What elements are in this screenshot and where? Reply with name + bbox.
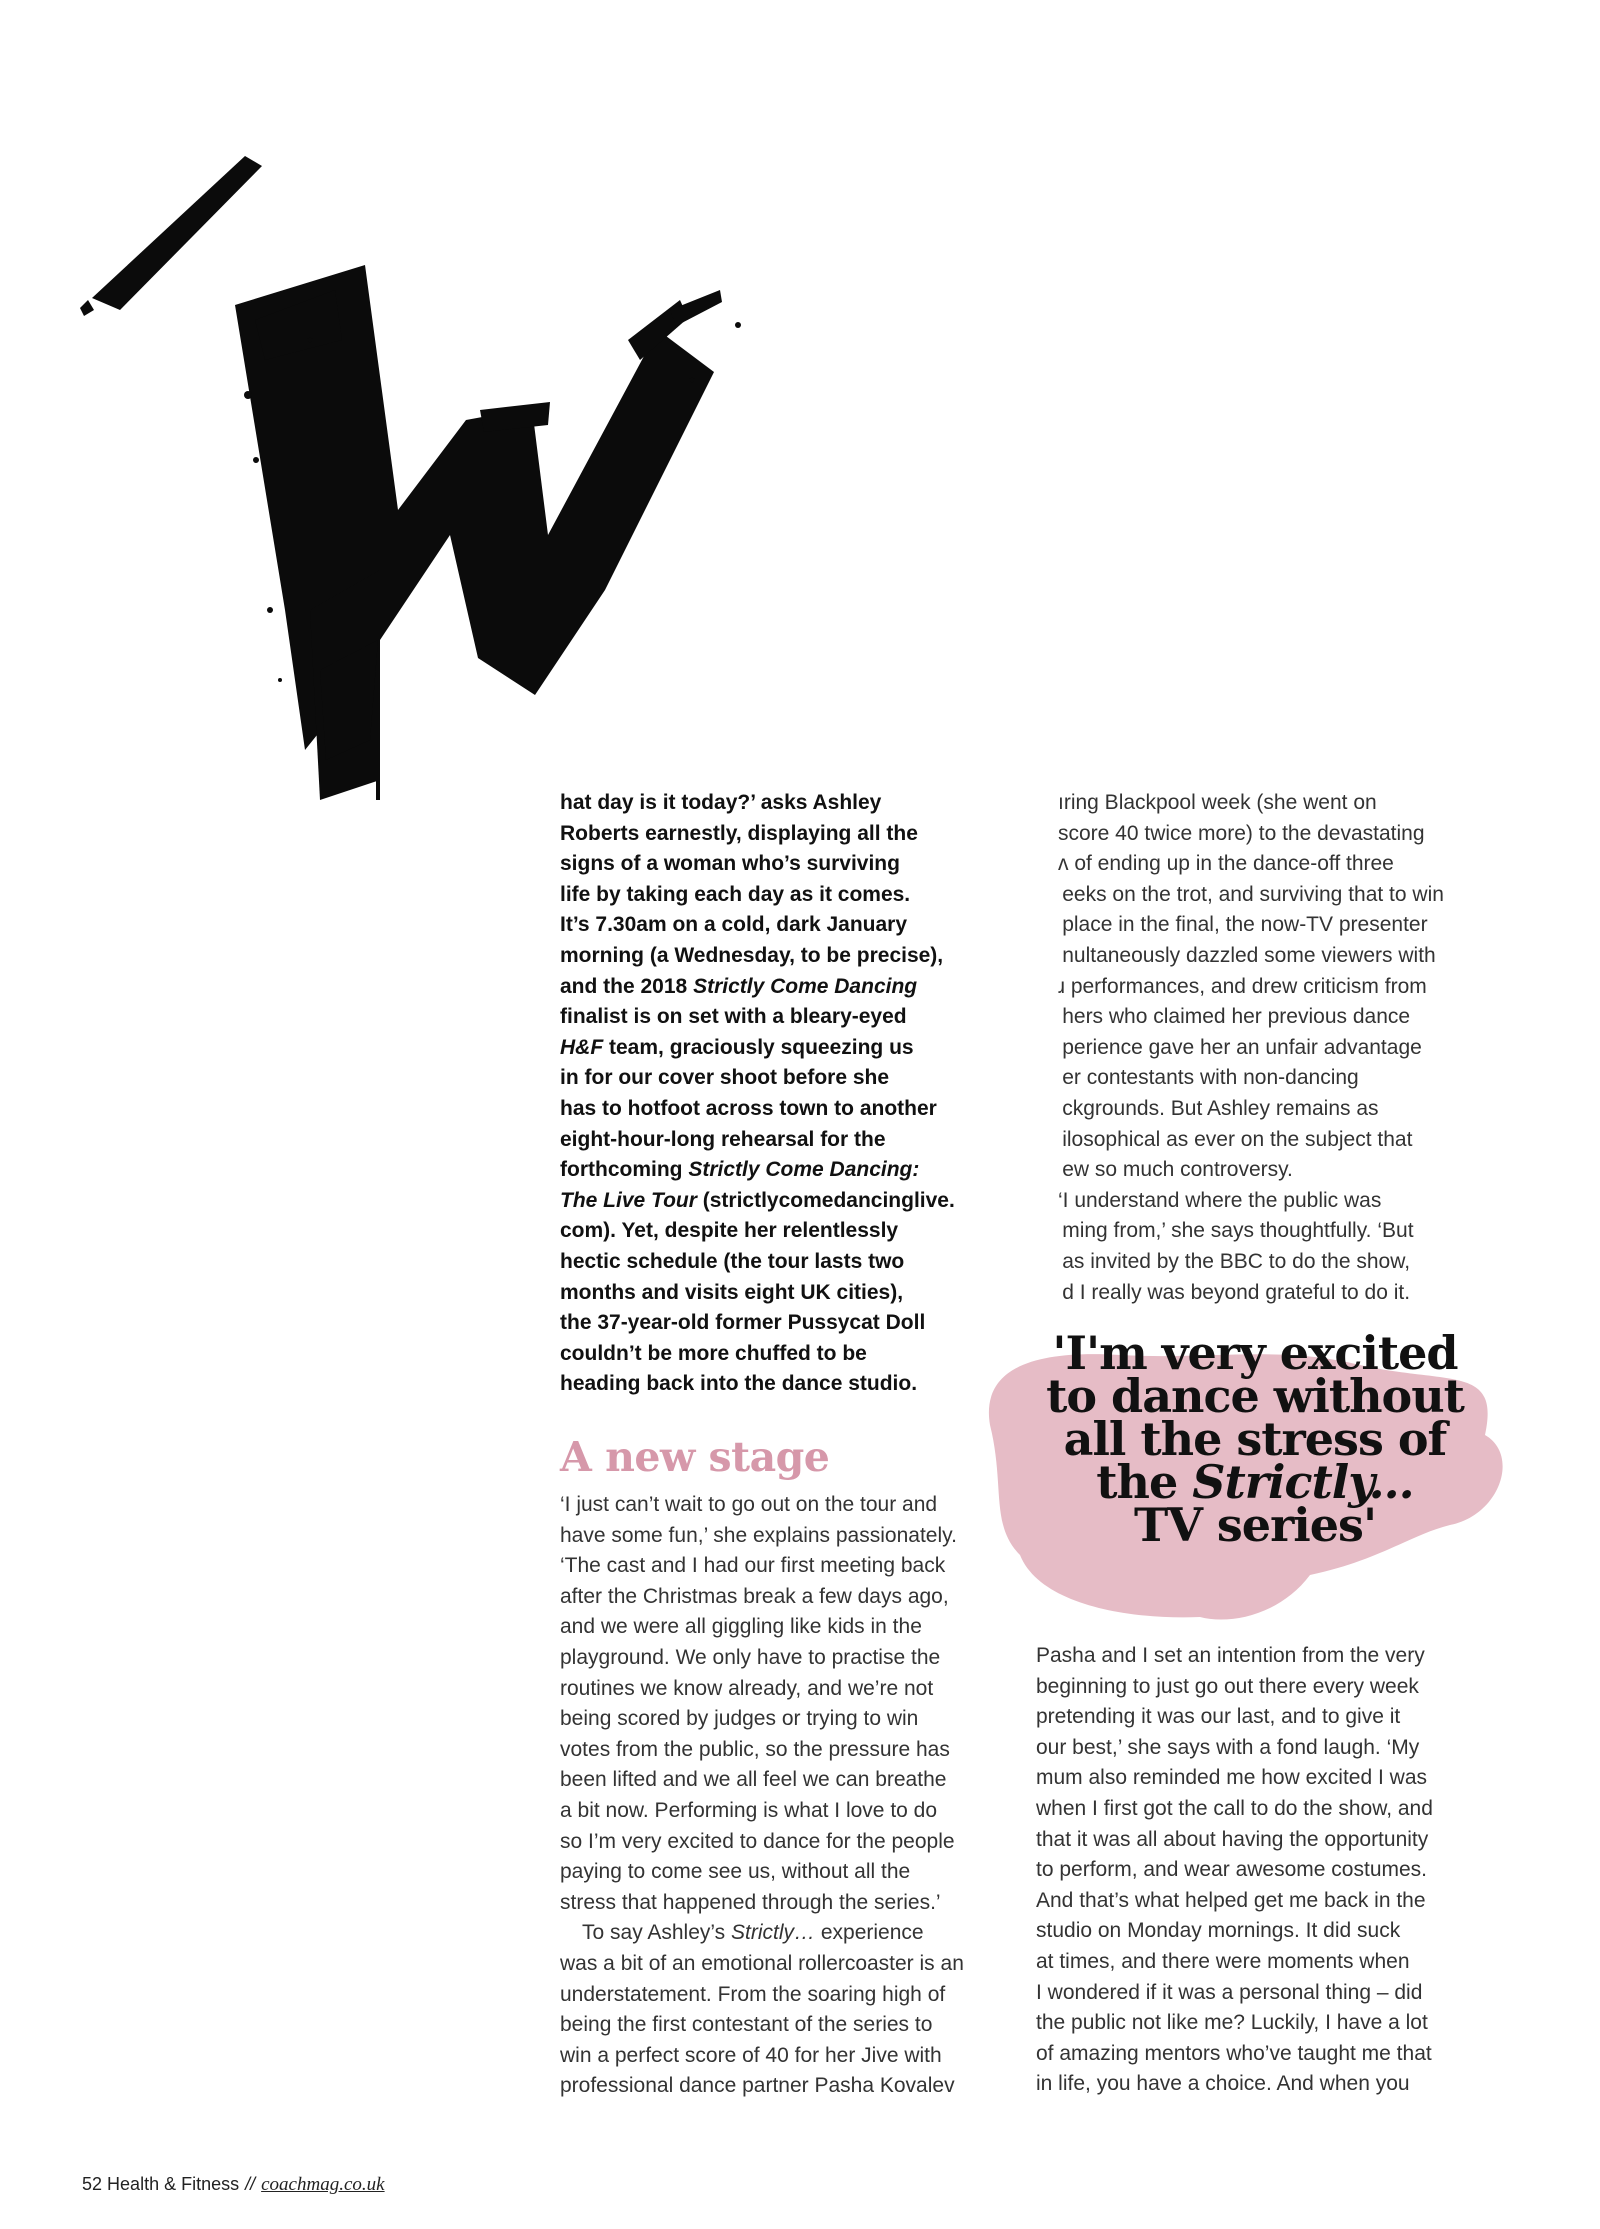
body-paragraph-indent (560, 1921, 815, 1944)
body-show-title: Strictly… (731, 1921, 816, 1945)
lead-paragraph (560, 788, 1020, 1400)
pull-quote-text: 'I'm very excited to dance without all the stress of the (1046, 1326, 1464, 1509)
body-column-right-bottom: Pasha and I set an intention from the very beginning to just go out there every week pretending it was our last, and to give it our best,’ she says with a fond laugh. ‘My mum also reminded me how excited I was when I first got the call to do the show, and that it was all about having the opportunity to perform, and wear awesome costumes. And that’s what helped get me back in the studio on Monday mornings. It did suck at times, and there were moments when I wondered if it was a personal thing – did the public not like me? Luckily, I have a lot of amazing mentors who’ve taught me that in life, you have a choice. And when you (1036, 1644, 1433, 2096)
body-text: experience was a bit of an emotional rollercoaster is an understatement. From the soaring high of being the first contestant of the series to win a perfect score of 40 for her Jive with professional dance partner Pasha Kovalev (560, 1921, 964, 2098)
lead-tour-title: Strictly Come Dancing: The Live Tour (560, 1158, 920, 1212)
pull-quote (1005, 1326, 1505, 1552)
pull-quote-text: TV series' (1133, 1498, 1377, 1552)
lead-magazine-name: H&F (560, 1035, 604, 1059)
body-column-right-top: ıring Blackpool week (she went on score 40 twice more) to the devastating ʌ of ending up in the dance-off three eeks on the trot, and surviving that to win place in the final, the now-TV presenter nultaneously dazzled some viewers with ɹ performances, and drew criticism from hers who claimed her previous dance perience gave her an unfair advantage er contestants with non-dancing ckgrounds. But Ashley remains as ilosophical as ever on the subject that ew so much controversy. ‘I understand where the public was ming from,’ she says thoughtfully. ‘But as invited by the BBC to do the show, d I really was beyond grateful to do it. (1058, 791, 1444, 1304)
body-column-left (560, 1490, 1000, 2102)
website-link[interactable]: coachmag.co.uk (261, 2174, 385, 2195)
section-subheading: A new stage (560, 1433, 830, 1481)
lead-text: finalist is on set with a bleary-eyed (560, 1005, 907, 1029)
magazine-name: Health & Fitness (107, 2174, 240, 2194)
pull-quote-show-title: Strictly... (1192, 1455, 1414, 1509)
footer-separator: // (245, 2174, 256, 2194)
page-footer (82, 2174, 385, 2196)
body-text: To say Ashley’s (582, 1921, 732, 1945)
lead-text: (strictlycomedancinglive. com). Yet, despite her relentlessly hectic schedule (the tour lasts two months and visits eight UK cities), the 37-year-old former Pussycat Doll couldn’t be more chuffed to be heading back into the dance studio. (560, 1188, 955, 1396)
body-paragraph: ‘I just can’t wait to go out on the tour and have some fun,’ she explains passionately. ‘The cast and I had our first meeting back after the Christmas break a few days ago, and we were all giggling like kids in the playground. We only have to practise the routines we know already, and we’re not being scored by judges or trying to win votes from the public, so the pressure has been lifted and we all feel we can breathe a bit now. Performing is what I love to do so I’m very excited to dance for the people paying to come see us, without all the stress that happened through the series.’ (560, 1493, 957, 1914)
lead-text: team, graciously squeezing us in for our cover shoot before she has to hotfoot across town to another eight-hour-long rehearsal for the forthcoming (560, 1035, 937, 1182)
lead-text: hat day is it today?’ asks Ashley Roberts earnestly, displaying all the signs of a woman who’s surviving life by taking each day as it comes. It’s 7.30am on a cold, dark January morning (a Wednesday, to be precise), and the 2018 (560, 791, 944, 998)
brush-letter-w-icon (80, 140, 800, 820)
page-number: 52 (82, 2174, 103, 2194)
lead-show-title: Strictly Come Dancing (693, 974, 918, 998)
